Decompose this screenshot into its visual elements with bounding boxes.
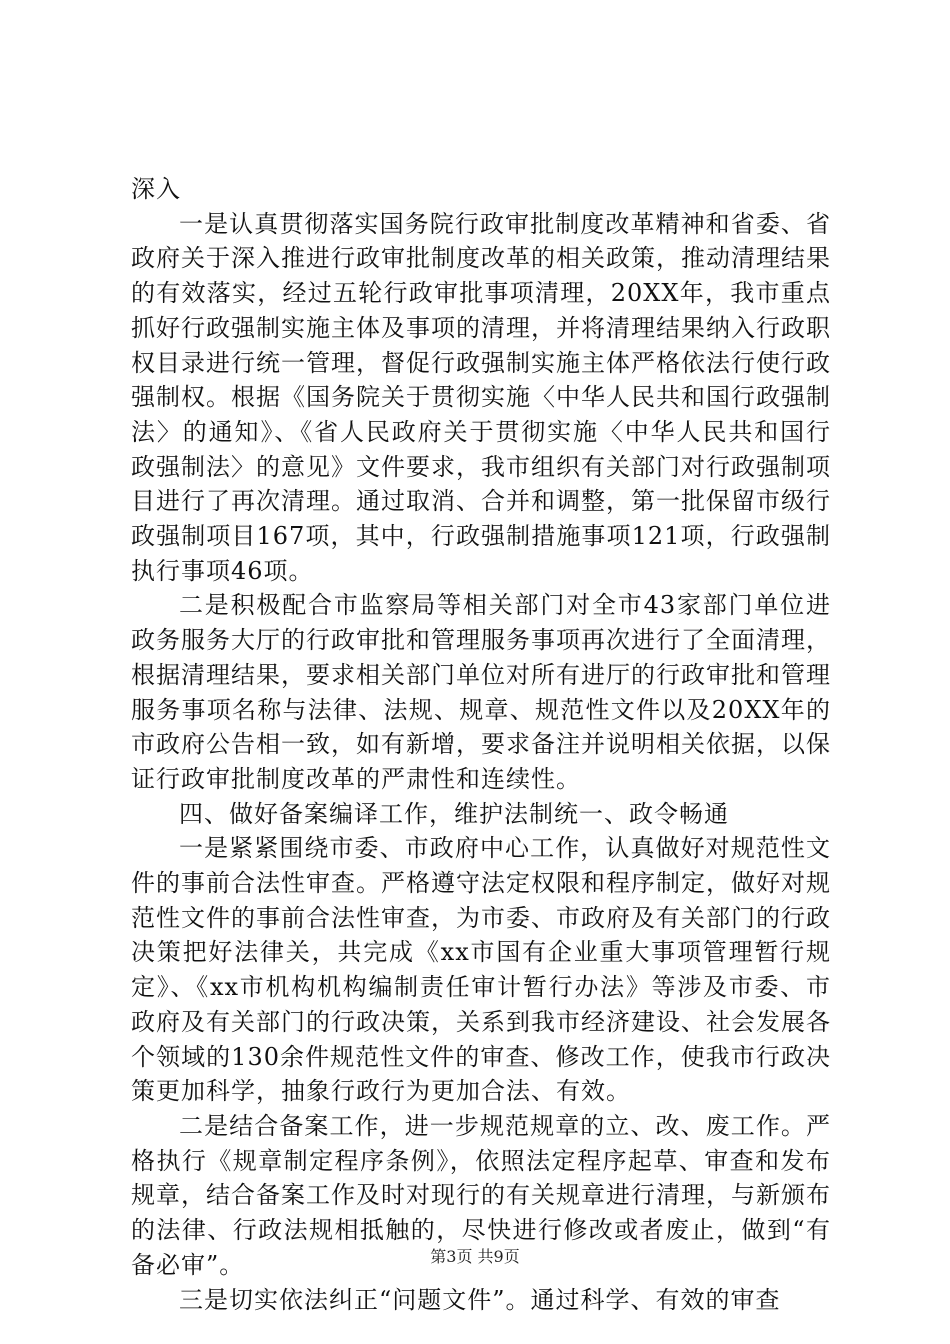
page-number-footer: 第3页 共9页 xyxy=(430,1247,520,1266)
paragraph-problem-documents: 三是切实依法纠正“问题文件”。通过科学、有效的审查 xyxy=(179,1285,781,1314)
section-heading-four: 四、做好备案编译工作，维护法制统一、政令畅通 xyxy=(179,799,729,828)
paragraph-service-hall-cleanup: 二是积极配合市监察局等相关部门对全市43家部门单位进政务服务大厅的行政审批和管理服务事项再次进行了全面清理，根据清理结果，要求相关部门单位对所有进厅的行政审批和管理服务事项名称与法律、法规、规章、规范性文件以及20XX年的市政府公告相一致，如有新增，要求备注并说明相关依据，以保证行政审批制度改革的严肃性和连续性。 xyxy=(131,591,831,793)
paragraph-regulation-filing: 二是结合备案工作，进一步规范规章的立、改、废工作。严格执行《规章制定程序条例》，依照法定程序起草、审查和发布规章，结合备案工作及时对现行的有关规章进行清理，与新颁布的法律、行政法规相抵触的，尽快进行修改或者废止，做到“有备必审”。 xyxy=(131,1111,831,1279)
document-body xyxy=(131,172,831,1317)
paragraph-administrative-enforcement-cleanup: 一是认真贯彻落实国务院行政审批制度改革精神和省委、省政府关于深入推进行政审批制度改革的相关政策，推动清理结果的有效落实，经过五轮行政审批事项清理，20XX年，我市重点抓好行政强制实施主体及事项的清理，并将清理结果纳入行政职权目录进行统一管理，督促行政强制实施主体严格依法行使行政强制权。根据《国务院关于贯彻实施〈中华人民共和国行政强制法〉的通知》、《省人民政府关于贯彻实施〈中华人民共和国行政强制法〉的意见》文件要求，我市组织有关部门对行政强制项目进行了再次清理。通过取消、合并和调整，第一批保留市级行政强制项目167项，其中，行政强制措施事项121项，行政强制执行事项46项。 xyxy=(131,209,831,585)
paragraph-legality-review: 一是紧紧围绕市委、市政府中心工作，认真做好对规范性文件的事前合法性审查。严格遵守法定权限和程序制定，做好对规范性文件的事前合法性审查，为市委、市政府及有关部门的行政决策把好法律关，共完成《xx市国有企业重大事项管理暂行规定》、《xx市机构机构编制责任审计暂行办法》等涉及市委、市政府及有关部门的行政决策，关系到我市经济建设、社会发展各个领域的130余件规范性文件的审查、修改工作，使我市行政决策更加科学，抽象行政行为更加合法、有效。 xyxy=(131,834,831,1106)
paragraph-continuation: 深入 xyxy=(131,175,181,203)
